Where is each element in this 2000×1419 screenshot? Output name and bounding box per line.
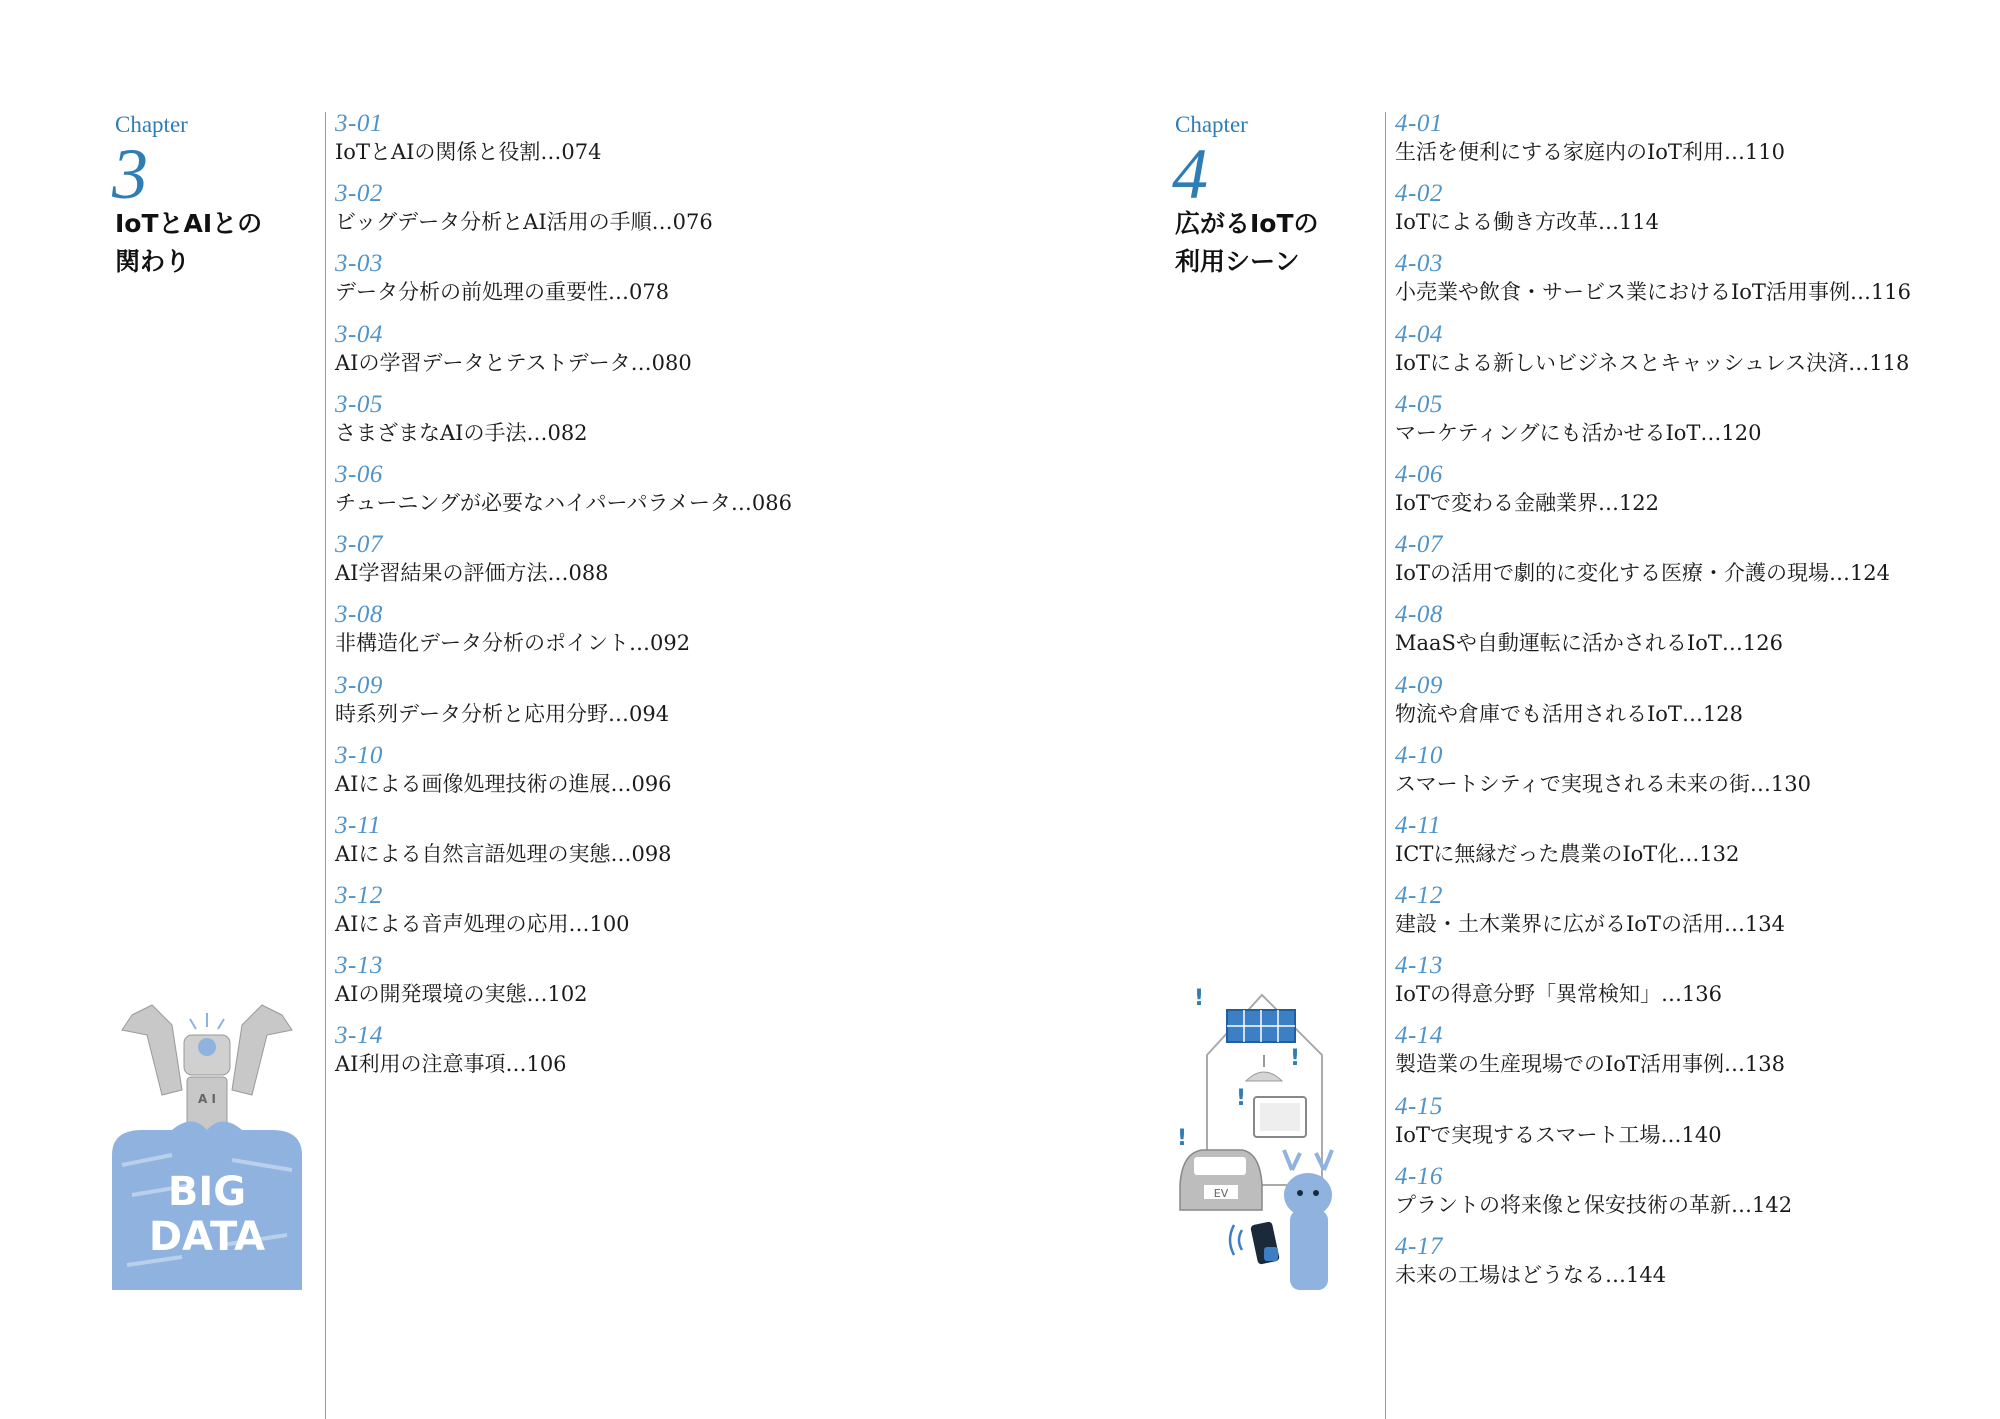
toc-item-title: IoTとAIの関係と役割…074 — [335, 140, 602, 164]
toc-item[interactable] — [335, 180, 792, 250]
toc-item-number: 4-05 — [1395, 390, 1443, 418]
toc-item-title: プラントの将来像と保安技術の革新…142 — [1395, 1192, 1793, 1217]
toc-item-number: 4-06 — [1395, 460, 1443, 488]
toc-item-title: AIによる自然言語処理の実態…098 — [335, 841, 672, 866]
svg-text:!: ! — [1290, 1046, 1301, 1071]
toc-item-number: 3-06 — [335, 460, 383, 488]
toc-list — [1395, 110, 1911, 1303]
toc-item[interactable] — [335, 742, 792, 812]
toc-item-title: AIによる画像処理技術の進展…096 — [335, 771, 672, 796]
svg-text:!: ! — [1194, 986, 1205, 1011]
vertical-rule — [325, 112, 326, 1419]
toc-item-number: 4-08 — [1395, 601, 1443, 629]
svg-text:!: ! — [1177, 1126, 1188, 1151]
toc-item-number: 3-12 — [335, 882, 383, 910]
robot-label: A I — [198, 1092, 216, 1106]
toc-item[interactable] — [1395, 1163, 1911, 1233]
toc-item-number: 3-13 — [335, 952, 383, 980]
toc-item-number: 3-10 — [335, 741, 383, 769]
toc-item-number: 3-01 — [335, 110, 383, 137]
toc-item-title: AI学習結果の評価方法…088 — [335, 561, 609, 586]
toc-item-number: 3-08 — [335, 601, 383, 629]
toc-list — [335, 110, 792, 1093]
toc-item-number: 3-07 — [335, 531, 383, 559]
toc-item-number: 4-10 — [1395, 741, 1443, 769]
toc-item[interactable] — [1395, 1093, 1911, 1163]
toc-item-title: IoTで実現するスマート工場…140 — [1395, 1122, 1722, 1147]
toc-item-title: AI利用の注意事項…106 — [335, 1052, 567, 1077]
chapter-number: 3 — [112, 134, 148, 214]
toc-item-number: 4-16 — [1395, 1162, 1443, 1190]
toc-item-title: IoTによる新しいビジネスとキャッシュレス決済…118 — [1395, 350, 1910, 375]
toc-item[interactable] — [335, 1022, 792, 1092]
toc-item-title: 未来の工場はどうなる…144 — [1395, 1263, 1667, 1287]
toc-item[interactable] — [335, 601, 792, 671]
toc-item[interactable] — [1395, 250, 1911, 320]
toc-item[interactable] — [335, 391, 792, 461]
toc-item-number: 3-09 — [335, 671, 383, 699]
toc-item-number: 4-13 — [1395, 952, 1443, 980]
toc-item-title: 建設・土木業界に広がるIoTの活用…134 — [1395, 912, 1786, 937]
toc-item-number: 4-17 — [1395, 1233, 1443, 1260]
svg-text:!: ! — [1236, 1086, 1247, 1111]
toc-item-title: チューニングが必要なハイパーパラメータ…086 — [335, 490, 792, 515]
toc-item-number: 4-01 — [1395, 110, 1443, 137]
toc-item-title: 物流や倉庫でも活用されるIoT…128 — [1395, 701, 1744, 726]
right-page — [1060, 0, 2000, 1419]
toc-item-number: 4-04 — [1395, 320, 1443, 348]
toc-item-number: 4-14 — [1395, 1022, 1443, 1050]
toc-item-title: 非構造化データ分析のポイント…092 — [335, 631, 691, 656]
toc-item-title: AIの学習データとテストデータ…080 — [335, 350, 692, 375]
toc-item[interactable] — [335, 250, 792, 320]
toc-item[interactable] — [1395, 601, 1911, 671]
toc-item-number: 3-14 — [335, 1022, 383, 1050]
data-text: DATA — [148, 1214, 266, 1260]
toc-item-number: 4-07 — [1395, 531, 1443, 559]
toc-item[interactable] — [335, 672, 792, 742]
toc-item[interactable] — [1395, 180, 1911, 250]
toc-item[interactable] — [335, 531, 792, 601]
toc-item-number: 4-11 — [1395, 811, 1441, 839]
toc-item[interactable] — [1395, 531, 1911, 601]
toc-item-title: 小売業や飲食・サービス業におけるIoT活用事例…116 — [1395, 280, 1912, 305]
toc-item-number: 3-03 — [335, 250, 383, 278]
toc-item-title: データ分析の前処理の重要性…078 — [335, 280, 670, 305]
vertical-rule — [1385, 112, 1386, 1419]
smart-home-illustration — [1172, 985, 1372, 1290]
toc-item[interactable] — [1395, 1022, 1911, 1092]
toc-item-title: IoTの得意分野「異常検知」…136 — [1395, 982, 1723, 1007]
toc-item[interactable] — [335, 882, 792, 952]
toc-item-number: 4-09 — [1395, 671, 1443, 699]
toc-item-title: AIの開発環境の実態…102 — [335, 982, 588, 1007]
toc-item-number: 3-04 — [335, 320, 383, 348]
toc-item-title: さまざまなAIの手法…082 — [335, 420, 588, 445]
toc-item[interactable] — [1395, 882, 1911, 952]
toc-item[interactable] — [1395, 1233, 1911, 1303]
toc-item[interactable] — [1395, 110, 1911, 180]
toc-item-title: IoTの活用で劇的に変化する医療・介護の現場…124 — [1395, 561, 1891, 586]
toc-item[interactable] — [335, 812, 792, 882]
toc-item[interactable] — [1395, 461, 1911, 531]
toc-item-number: 3-11 — [335, 811, 381, 839]
toc-item-title: IoTによる働き方改革…114 — [1395, 210, 1660, 235]
toc-item[interactable] — [335, 952, 792, 1022]
toc-item-title: ビッグデータ分析とAI活用の手順…076 — [335, 210, 713, 235]
toc-item-title: 生活を便利にする家庭内のIoT利用…110 — [1395, 140, 1786, 164]
chapter-number: 4 — [1172, 134, 1208, 214]
toc-item-title: スマートシティで実現される未来の街…130 — [1395, 771, 1811, 796]
chapter-label: Chapter — [115, 112, 188, 137]
toc-item[interactable] — [1395, 672, 1911, 742]
toc-item-title: 製造業の生産現場でのIoT活用事例…138 — [1395, 1052, 1786, 1077]
toc-item-title: ICTに無縁だった農業のIoT化…132 — [1395, 841, 1740, 866]
toc-item[interactable] — [1395, 321, 1911, 391]
toc-item-number: 4-03 — [1395, 250, 1443, 278]
robot-big-data-illustration — [112, 995, 302, 1290]
big-text: BIG — [167, 1169, 247, 1215]
toc-item[interactable] — [1395, 812, 1911, 882]
toc-item-number: 4-12 — [1395, 882, 1443, 910]
toc-item[interactable] — [335, 321, 792, 391]
toc-item[interactable] — [1395, 952, 1911, 1022]
chapter-title: 広がるIoTの 利用シーン — [1175, 209, 1319, 276]
toc-item-number: 4-15 — [1395, 1092, 1443, 1120]
toc-item-title: マーケティングにも活かせるIoT…120 — [1395, 420, 1762, 445]
toc-item[interactable] — [335, 110, 792, 180]
toc-item[interactable] — [1395, 391, 1911, 461]
chapter-label: Chapter — [1175, 112, 1248, 137]
toc-item-title: AIによる音声処理の応用…100 — [335, 912, 630, 937]
toc-item[interactable] — [1395, 742, 1911, 812]
chapter-title: IoTとAIとの 関わり — [115, 209, 263, 276]
toc-item-number: 3-02 — [335, 180, 383, 208]
toc-item-title: MaaSや自動運転に活かされるIoT…126 — [1395, 631, 1783, 656]
toc-item-title: 時系列データ分析と応用分野…094 — [335, 701, 670, 726]
toc-item-title: IoTで変わる金融業界…122 — [1395, 490, 1660, 515]
car-label: EV — [1213, 1187, 1229, 1200]
toc-item-number: 4-02 — [1395, 180, 1443, 208]
toc-item[interactable] — [335, 461, 792, 531]
toc-item-number: 3-05 — [335, 390, 383, 418]
